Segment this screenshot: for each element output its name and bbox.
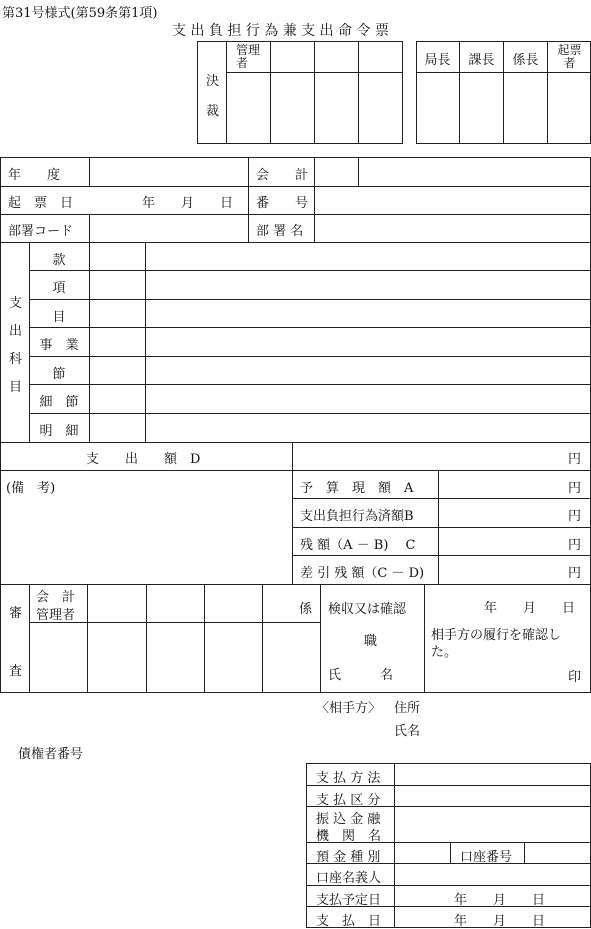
kaikei-label: 会 計 xyxy=(256,168,309,183)
zangaku-label: 残 額（A － B) C xyxy=(300,538,416,553)
shiharai-hoho-label: 支 払 方 法 xyxy=(316,771,381,786)
approval-stamp-cell-2[interactable] xyxy=(315,73,358,143)
aiteho-address-label: 住所 xyxy=(394,701,421,716)
nendo-field[interactable] xyxy=(90,158,248,186)
futan-zumigaku-yen: 円 xyxy=(568,509,582,524)
shiharai-bi-label: 支 払 日 xyxy=(316,914,382,929)
shinsa-label-2: 査 xyxy=(9,664,23,679)
bango-field[interactable] xyxy=(315,187,590,214)
kihyobi-date[interactable]: 年 月 日 xyxy=(142,196,234,211)
kamoku-saisetsu-label: 細 節 xyxy=(39,395,79,410)
zangaku-yen: 円 xyxy=(568,538,582,553)
shiharai-yoteibi-date[interactable]: 年 月 日 xyxy=(454,893,546,908)
aiteho-label: 〈相手方〉 xyxy=(316,701,382,716)
aiteho-name-label: 氏名 xyxy=(394,724,421,739)
seal-label: 印 xyxy=(568,670,582,685)
kessai-label-2: 裁 xyxy=(206,104,220,119)
kihyosha-label-2: 者 xyxy=(563,56,576,70)
kyokucho-label: 局長 xyxy=(424,53,451,68)
kamoku-meisai-label: 明 細 xyxy=(39,424,79,439)
kanrisha-label-2: 者 xyxy=(235,56,248,70)
shiharai-bi-date[interactable]: 年 月 日 xyxy=(454,914,546,929)
kessai-label-1: 決 xyxy=(206,74,220,89)
kamoku-moku-label: 目 xyxy=(52,310,66,325)
sashihiki-zangaku-label: 差 引 残 額（C － D) xyxy=(300,566,425,581)
kaikei-field-2[interactable] xyxy=(359,158,590,186)
kanrisha-label-1: 管理 xyxy=(235,43,260,57)
shoku-label: 職 xyxy=(364,634,378,649)
approval-stamp-cell-3[interactable] xyxy=(359,73,402,143)
shishutsu-kamoku-1: 支 xyxy=(9,296,23,311)
biko-field[interactable] xyxy=(1,495,291,583)
busho-mei-label: 部 署 名 xyxy=(256,224,304,239)
shishutsu-kamoku-3: 科 xyxy=(9,352,23,367)
kihyobi-label: 起 票 日 xyxy=(8,196,74,211)
shishutsu-kamoku-2: 出 xyxy=(9,324,23,339)
kihyosha-label-1: 起票 xyxy=(557,43,582,57)
yokin-shubetsu-field[interactable] xyxy=(395,843,450,863)
koza-meigi-label: 口座名義人 xyxy=(316,871,382,886)
kakunin-text-1: 相手方の履行を確認し xyxy=(431,628,562,643)
shishutsu-gaku-field[interactable] xyxy=(293,443,590,470)
form-title: 支 出 負 担 行 為 兼 支 出 命 令 票 xyxy=(172,23,389,39)
yokin-shubetsu-label: 預 金 種 別 xyxy=(316,850,381,865)
kakunin-text-2: た。 xyxy=(431,645,458,660)
saikensha-bango-label: 債権者番号 xyxy=(18,747,84,762)
kamoku-kan-label: 款 xyxy=(52,253,66,268)
shinsa-label-1: 審 xyxy=(9,606,23,621)
approval-stamp-cell-1[interactable] xyxy=(271,73,314,143)
busho-code-label: 部署コード xyxy=(8,224,74,239)
shimei-label: 氏 名 xyxy=(328,668,394,683)
kamoku-ko-label: 項 xyxy=(52,281,66,296)
kamoku-jigyo-label: 事 業 xyxy=(39,338,79,353)
koza-bango-field[interactable] xyxy=(525,843,590,863)
kacho-label: 課長 xyxy=(468,53,495,68)
shishutsu-gaku-yen: 円 xyxy=(568,452,582,467)
kaikei-kanrisha-label-1: 会 計 xyxy=(36,590,76,605)
furikomi-kinyu-field[interactable] xyxy=(395,807,590,842)
shiharai-hoho-field[interactable] xyxy=(395,764,590,785)
shishutsu-gaku-label: 支 出 額 D xyxy=(86,452,201,467)
kakari-label: 係 xyxy=(299,602,313,617)
koza-meigi-field[interactable] xyxy=(395,864,590,885)
kenshu-label: 検収又は確認 xyxy=(328,602,407,617)
yosan-gengaku-label: 予 算 現 額 A xyxy=(300,481,414,496)
sashihiki-zangaku-yen: 円 xyxy=(568,566,582,581)
shiharai-kubun-label: 支 払 区 分 xyxy=(316,793,381,808)
koza-bango-label: 口座番号 xyxy=(460,850,513,865)
biko-label: (備 考) xyxy=(6,481,56,496)
form-number: 第31号様式(第59条第1項) xyxy=(2,6,158,21)
yosan-gengaku-yen: 円 xyxy=(568,481,582,496)
kamoku-setsu-label: 節 xyxy=(52,367,66,382)
kakunin-date[interactable]: 年 月 日 xyxy=(484,601,576,616)
furikomi-kinyu-label-1: 振 込 金 融 xyxy=(316,812,381,827)
kaikei-kanrisha-label-2: 管理者 xyxy=(36,608,76,623)
futan-zumigaku-label: 支出負担行為済額B xyxy=(300,509,414,524)
busho-code-field[interactable] xyxy=(90,215,248,242)
kaikei-field-1[interactable] xyxy=(315,158,358,186)
shiharai-kubun-field[interactable] xyxy=(395,786,590,806)
bango-label: 番 号 xyxy=(256,196,309,211)
kakaricho-label: 係長 xyxy=(512,53,539,68)
furikomi-kinyu-label-2: 機 関 名 xyxy=(316,829,382,844)
shiharai-yoteibi-label: 支払予定日 xyxy=(316,893,382,908)
nendo-label: 年 度 xyxy=(8,168,61,183)
shishutsu-kamoku-4: 目 xyxy=(9,380,23,395)
busho-mei-field[interactable] xyxy=(315,215,590,242)
